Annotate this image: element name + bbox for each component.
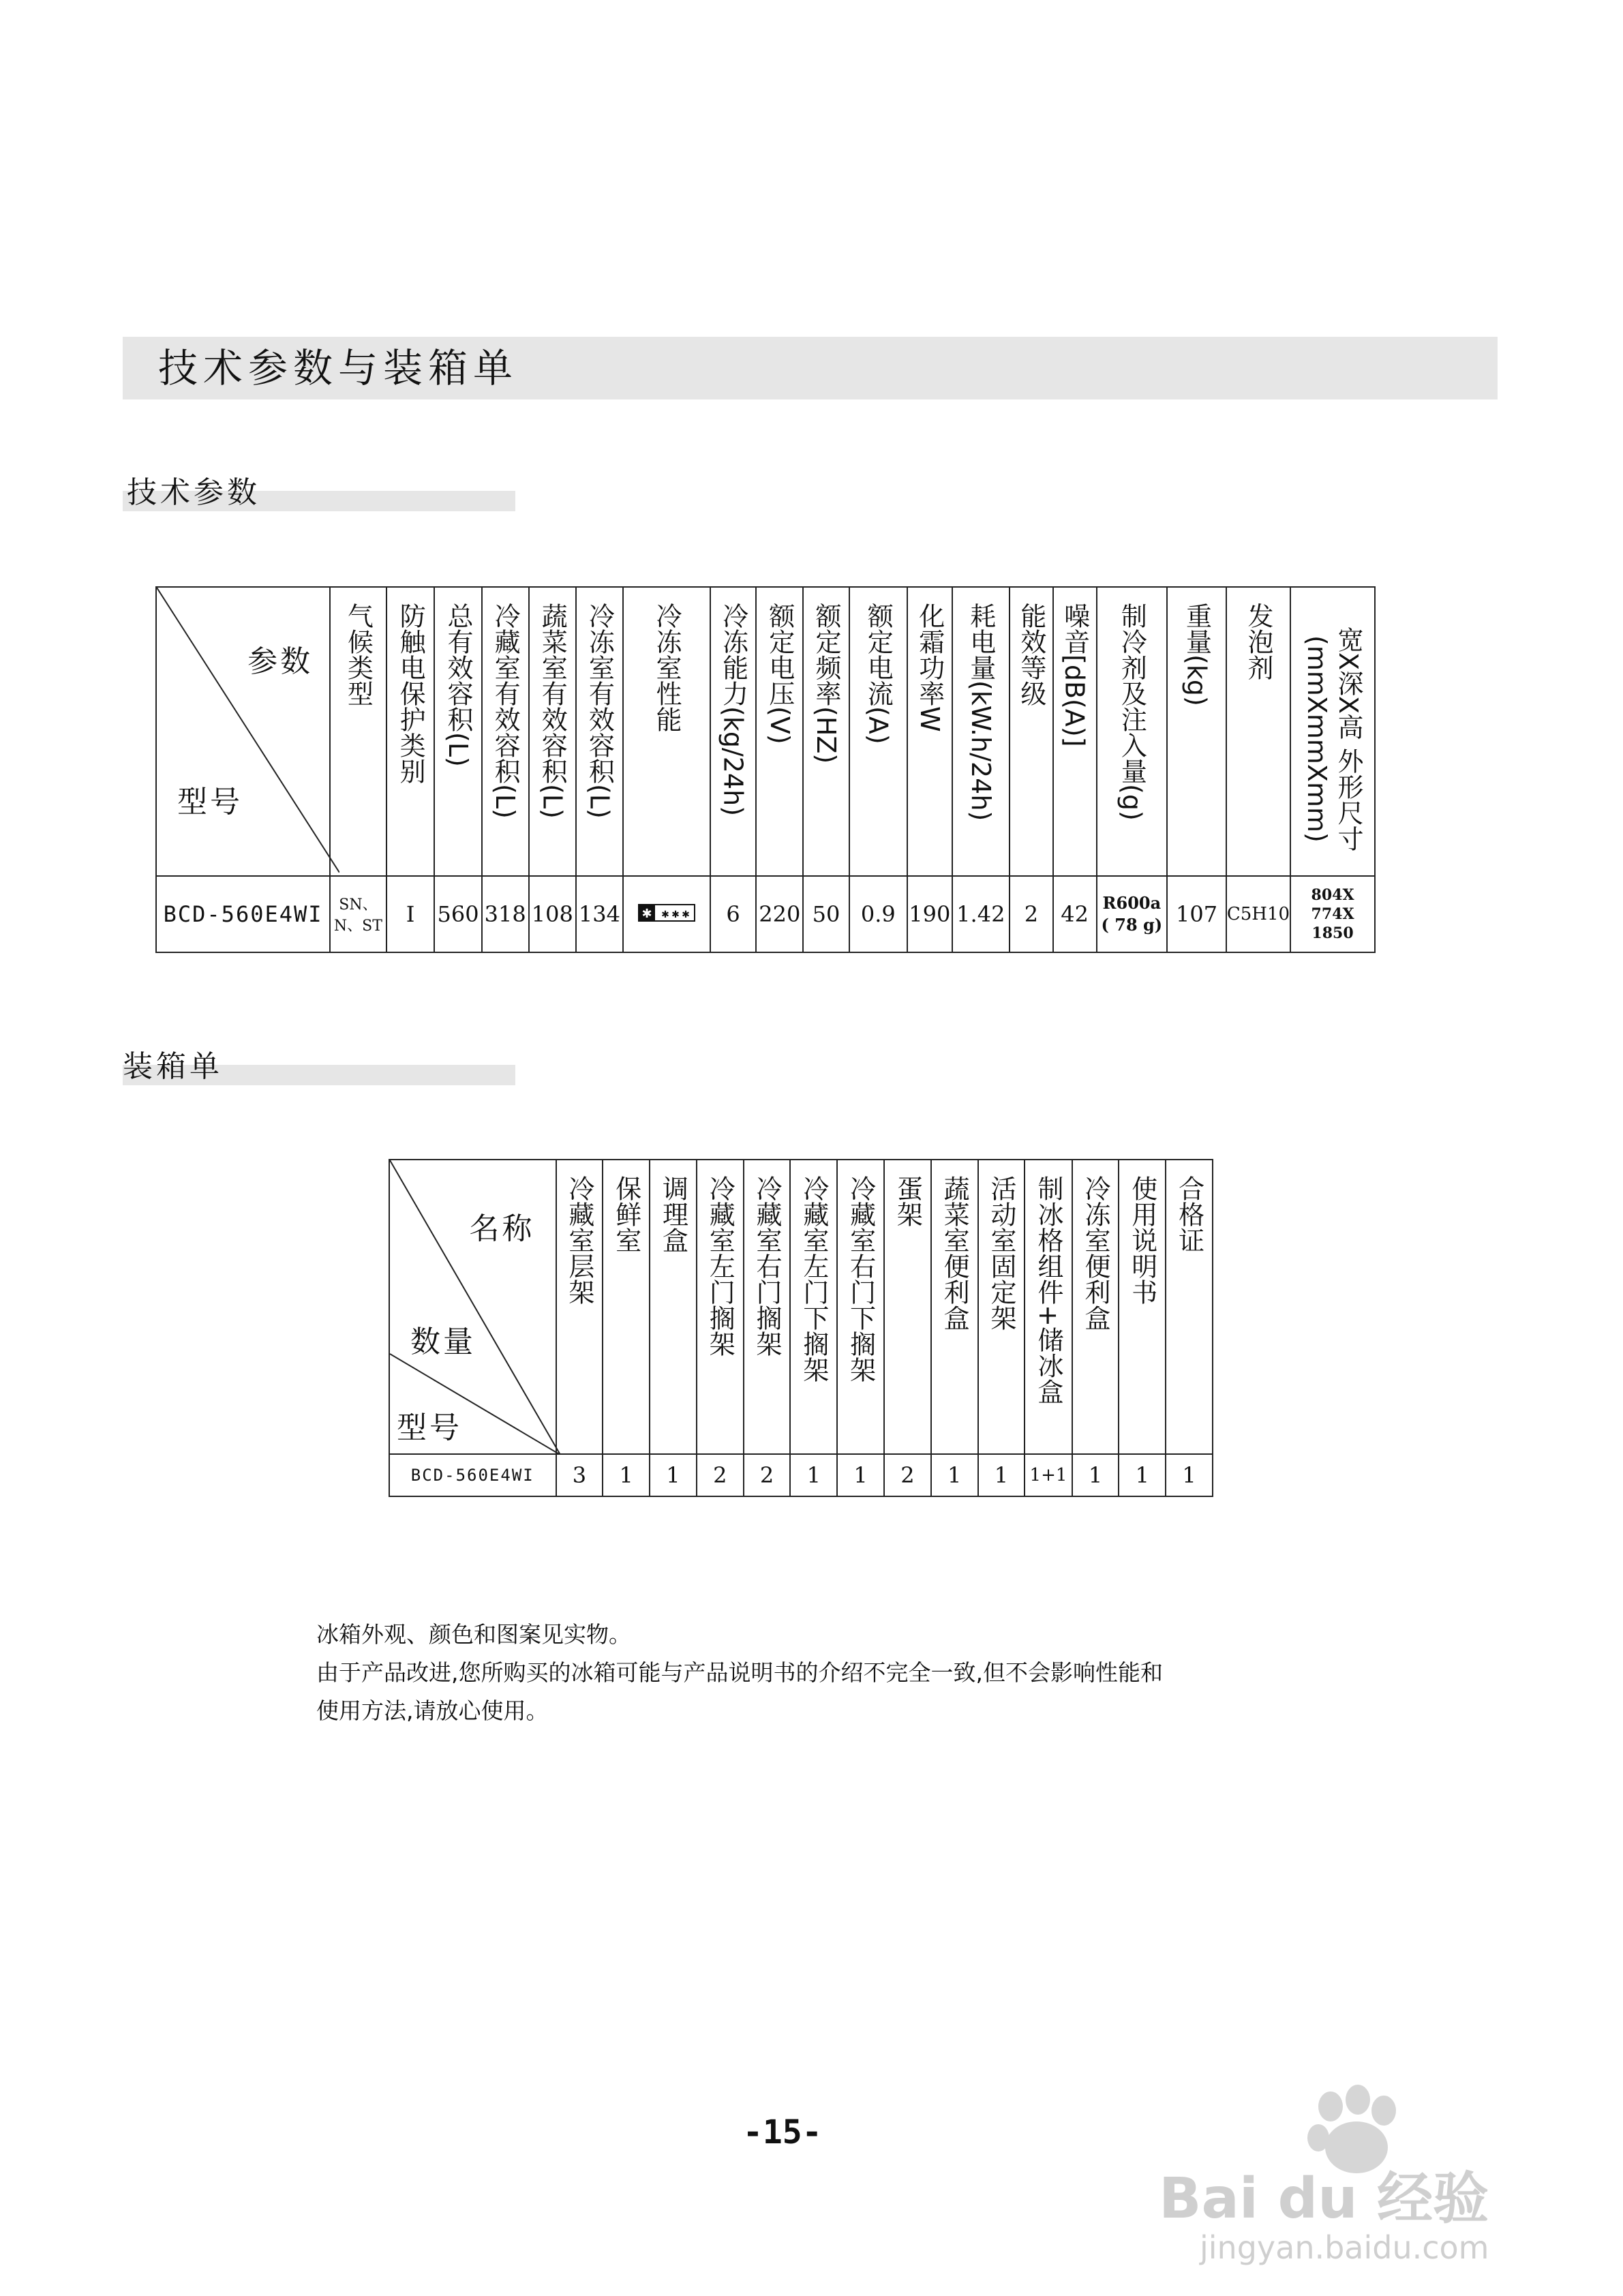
packing-model: BCD-560E4WI <box>389 1454 556 1496</box>
baidu-watermark <box>1152 2072 1561 2266</box>
packing-heading: 装箱单 <box>123 1049 223 1084</box>
pack-col-12: 冷冻室便利盒 <box>1072 1160 1119 1454</box>
pack-col-11: 制冰格组件+储冰盒 <box>1025 1160 1072 1454</box>
tech-freezer-perf <box>623 876 710 952</box>
tech-voltage: 220 <box>756 876 803 952</box>
tech-foam: C5H10 <box>1226 876 1290 952</box>
tech-dimensions <box>1290 876 1375 952</box>
refrigerant-amount: ( 78 g) <box>1101 915 1163 935</box>
tech-energy: 2 <box>1010 876 1053 952</box>
pack-val-8: 2 <box>884 1454 931 1496</box>
pack-col-9: 蔬菜室便利盒 <box>931 1160 978 1454</box>
tech-protection: I <box>386 876 435 952</box>
col-refrigerant: 制冷剂及注入量(g) <box>1097 587 1168 876</box>
corner-label-top: 名称 <box>469 1211 535 1246</box>
watermark-url: jingyan.baidu.com <box>1200 2229 1489 2266</box>
tech-veg: 108 <box>529 876 576 952</box>
pack-col-8: 蛋架 <box>884 1160 931 1454</box>
svg-text:✱: ✱ <box>682 909 690 920</box>
col-voltage: 额定电压(V) <box>756 587 803 876</box>
tech-spec-table <box>155 586 1376 953</box>
pack-col-5: 冷藏室右门搁架 <box>744 1160 791 1454</box>
col-weight: 重量(kg) <box>1167 587 1226 876</box>
corner-diagonal <box>157 588 339 873</box>
pack-val-13: 1 <box>1119 1454 1166 1496</box>
pack-col-3: 调理盒 <box>650 1160 697 1454</box>
col-fridge-volume: 冷藏室有效容积(L) <box>482 587 529 876</box>
pack-col-6: 冷藏室左门下搁架 <box>790 1160 837 1454</box>
packing-data-row <box>389 1454 1213 1496</box>
pack-val-10: 1 <box>978 1454 1025 1496</box>
tech-frequency: 50 <box>803 876 849 952</box>
pack-val-9: 1 <box>931 1454 978 1496</box>
tech-current: 0.9 <box>849 876 907 952</box>
pack-val-12: 1 <box>1072 1454 1119 1496</box>
note-line-1: 冰箱外观、颜色和图案见实物。 <box>316 1621 631 1648</box>
pack-val-7: 1 <box>837 1454 884 1496</box>
col-defrost-power: 化霜功率W <box>907 587 952 876</box>
svg-text:✱: ✱ <box>671 909 680 920</box>
dim-header-top: 宽X深X高 <box>1333 626 1364 740</box>
page-number: -15- <box>743 2113 822 2151</box>
pack-col-14: 合格证 <box>1166 1160 1213 1454</box>
col-noise: 噪音[dB(A)] <box>1053 587 1097 876</box>
col-total-volume: 总有效容积(L) <box>434 587 481 876</box>
pack-col-4: 冷藏室左门搁架 <box>697 1160 744 1454</box>
packing-corner-cell <box>389 1160 556 1454</box>
corner-label-bottom: 型号 <box>397 1410 462 1445</box>
tech-weight: 107 <box>1167 876 1226 952</box>
dim-header-main: 外形尺寸(mmXmmXmm) <box>1302 635 1364 852</box>
svg-text:✱: ✱ <box>641 907 652 921</box>
col-foam: 发泡剂 <box>1226 587 1290 876</box>
svg-text:✱: ✱ <box>661 909 669 920</box>
tech-fridge: 318 <box>482 876 529 952</box>
tech-climate: SN、N、ST <box>330 876 386 952</box>
pack-val-6: 1 <box>790 1454 837 1496</box>
pack-val-5: 2 <box>744 1454 791 1496</box>
note-line-3: 使用方法,请放心使用。 <box>316 1697 549 1724</box>
col-climate: 气候类型 <box>330 587 386 876</box>
tech-data-row <box>156 876 1375 952</box>
dim-width: 804X <box>1311 886 1354 904</box>
pack-col-1: 冷藏室层架 <box>556 1160 603 1454</box>
tech-power: 1.42 <box>952 876 1010 952</box>
col-veg-volume: 蔬菜室有效容积(L) <box>529 587 576 876</box>
tech-model: BCD-560E4WI <box>156 876 330 952</box>
tech-total: 560 <box>434 876 481 952</box>
pack-val-11: 1+1 <box>1025 1454 1072 1496</box>
col-current: 额定电流(A) <box>849 587 907 876</box>
pack-val-3: 1 <box>650 1454 697 1496</box>
col-protection: 防触电保护类别 <box>386 587 435 876</box>
corner-label-mid: 数量 <box>410 1325 476 1359</box>
pack-col-7: 冷藏室右门下搁架 <box>837 1160 884 1454</box>
packing-header-row <box>389 1160 1213 1454</box>
pack-val-14: 1 <box>1166 1454 1213 1496</box>
page-title: 技术参数与装箱单 <box>158 345 519 391</box>
col-energy-class: 能效等级 <box>1010 587 1053 876</box>
dim-depth: 774X <box>1311 905 1354 923</box>
corner-label-top: 参数 <box>247 644 314 679</box>
dim-height: 1850 <box>1311 924 1354 942</box>
tech-noise: 42 <box>1053 876 1097 952</box>
packing-list-table <box>389 1159 1213 1497</box>
col-dimensions <box>1290 587 1375 876</box>
pack-col-2: 保鲜室 <box>603 1160 650 1454</box>
col-freezing-capacity: 冷冻能力(kg/24h) <box>710 587 756 876</box>
col-frequency: 额定频率(HZ) <box>803 587 849 876</box>
tech-corner-cell <box>156 587 330 876</box>
pack-val-4: 2 <box>697 1454 744 1496</box>
col-freezer-volume: 冷冻室有效容积(L) <box>576 587 623 876</box>
pack-val-2: 1 <box>603 1454 650 1496</box>
tech-defrost: 190 <box>907 876 952 952</box>
four-star-freezer-icon <box>638 904 695 922</box>
tech-refrigerant <box>1097 876 1168 952</box>
corner-label-bottom: 型号 <box>177 785 243 819</box>
pack-val-1: 3 <box>556 1454 603 1496</box>
tech-capacity: 6 <box>710 876 756 952</box>
note-line-2: 由于产品改进,您所购买的冰箱可能与产品说明书的介绍不完全一致,但不会影响性能和 <box>316 1659 1163 1686</box>
tech-heading: 技术参数 <box>127 475 260 510</box>
pack-col-10: 活动室固定架 <box>978 1160 1025 1454</box>
tech-freezer: 134 <box>576 876 623 952</box>
col-freezer-performance: 冷冻室性能 <box>623 587 710 876</box>
tech-header-row <box>156 587 1375 876</box>
col-consumption: 耗电量(kW.h/24h) <box>952 587 1010 876</box>
refrigerant-name: R600a <box>1102 893 1162 913</box>
watermark-brand: Bai du 经验 <box>1159 2166 1489 2231</box>
pack-col-13: 使用说明书 <box>1119 1160 1166 1454</box>
